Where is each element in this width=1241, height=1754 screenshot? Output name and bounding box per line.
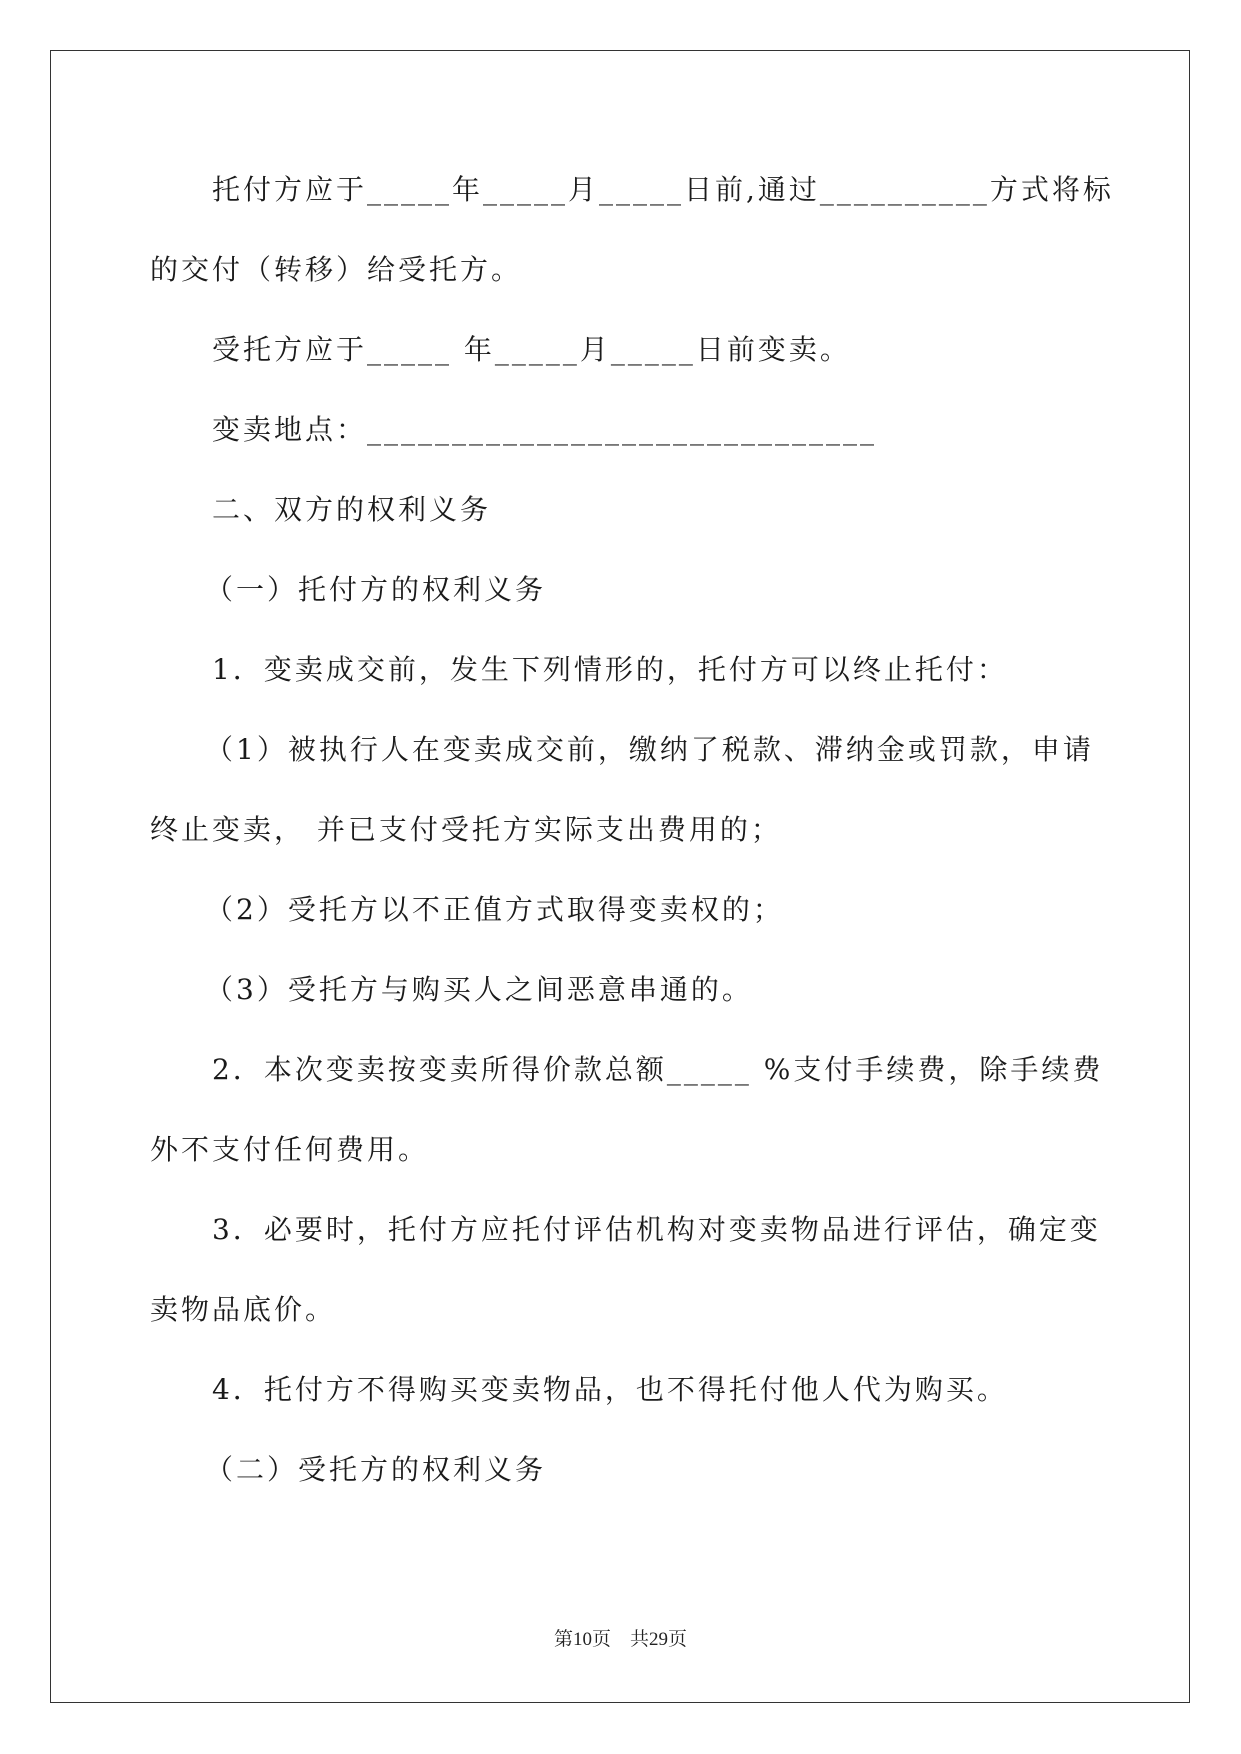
paragraph-line-1: 托付方应于_____年_____月_____日前,通过__________方式将标 — [212, 173, 1114, 206]
subsection-heading-1: （一）托付方的权利义务 — [205, 573, 547, 606]
subsection-heading-2: （二）受托方的权利义务 — [205, 1453, 547, 1486]
paragraph-line-14: 3．必要时，托付方应托付评估机构对变卖物品进行评估，确定变 — [212, 1213, 1101, 1246]
paragraph-line-10: （2）受托方以不正值方式取得变卖权的； — [205, 893, 784, 926]
paragraph-line-12: 2．本次变卖按变卖所得价款总额_____ %支付手续费，除手续费 — [212, 1053, 1104, 1086]
paragraph-line-3: 受托方应于_____ 年_____月_____日前变卖。 — [212, 333, 851, 366]
paragraph-line-8: （1）被执行人在变卖成交前，缴纳了税款、滞纳金或罚款，申请 — [205, 733, 1094, 766]
paragraph-line-11: （3）受托方与购买人之间恶意串通的。 — [205, 973, 753, 1006]
paragraph-line-4: 变卖地点：______________________________ — [212, 413, 878, 446]
page-number-footer: 第10页 共29页 — [553, 1629, 687, 1650]
paragraph-line-2: 的交付（转移）给受托方。 — [150, 253, 523, 286]
paragraph-line-13: 外不支付任何费用。 — [150, 1133, 430, 1166]
section-heading: 二、双方的权利义务 — [212, 493, 492, 526]
paragraph-line-15: 卖物品底价。 — [150, 1293, 337, 1326]
paragraph-line-16: 4．托付方不得购买变卖物品，也不得托付他人代为购买。 — [212, 1373, 1008, 1406]
paragraph-line-9: 终止变卖， 并已支付受托方实际支出费用的； — [150, 813, 782, 846]
paragraph-line-7: 1．变卖成交前，发生下列情形的，托付方可以终止托付： — [212, 653, 1008, 686]
